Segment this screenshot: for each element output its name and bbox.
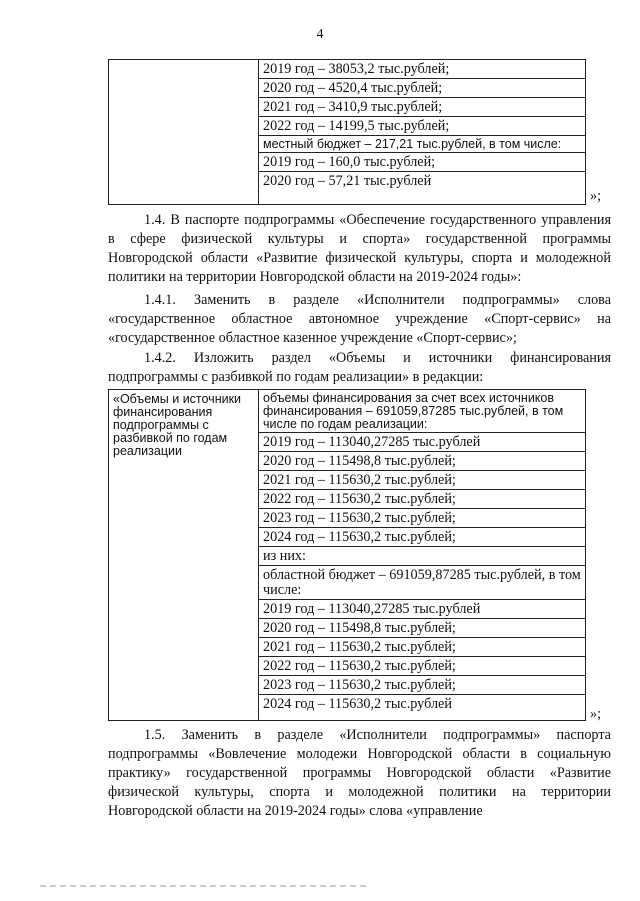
funding-table <box>108 389 586 721</box>
table-row: 2019 год – 160,0 тыс.рублей; <box>259 153 585 172</box>
page-number: 4 <box>316 27 324 42</box>
table-row: 2021 год – 3410,9 тыс.рублей; <box>259 98 585 117</box>
paragraph-1-4-1 <box>108 291 611 348</box>
table-row: 2019 год – 38053,2 тыс.рублей; <box>259 60 585 79</box>
table-row: 2021 год – 115630,2 тыс.рублей; <box>259 471 585 490</box>
table-row: 2020 год – 4520,4 тыс.рублей; <box>259 79 585 98</box>
paragraph-1-4 <box>108 211 611 287</box>
table-row: 2024 год – 115630,2 тыс.рублей <box>263 696 452 712</box>
paragraph-1-5 <box>108 726 611 821</box>
funding-table-continuation <box>108 59 586 205</box>
table-row: 2021 год – 115630,2 тыс.рублей; <box>259 638 585 657</box>
table-row: 2024 год – 115630,2 тыс.рублей; <box>259 528 585 547</box>
table-row: 2020 год – 115498,8 тыс.рублей; <box>259 452 585 471</box>
table-label-cell <box>109 60 259 204</box>
table-row: 2020 год – 115498,8 тыс.рублей; <box>259 619 585 638</box>
table-row: местный бюджет – 217,21 тыс.рублей, в том числе: <box>259 136 585 153</box>
table-row: 2022 год – 115630,2 тыс.рублей; <box>259 490 585 509</box>
closing-quote: »; <box>590 706 602 722</box>
paragraph-text: 1.5. Заменить в разделе «Исполнители подпрограммы» паспорта подпрограммы «Вовлечение молодежи Новгородской области в социальную практику» государственной программы Новгородской области «Развитие физической культуры, спорта и молодежной политики на территории Новгородской области на 2019-2024 годы» слова «управление <box>108 727 611 819</box>
paragraph-text: 1.4. В паспорте подпрограммы «Обеспечение государственного управления в сфере физической культуры и спорта» государственной программы Новгородской области «Развитие физической культуры, спорта и молодежной политики на территории Новгородской области на 2019-2024 годы»: <box>108 212 611 285</box>
table-values-cell <box>259 60 585 190</box>
table-row: 2019 год – 113040,27285 тыс.рублей <box>259 600 585 619</box>
table-row: объемы финансирования за счет всех источников финансирования – 691059,87285 тыс.рублей, в том числе по годам реализации: <box>259 390 585 433</box>
table-label-cell: «Объемы и источники финансирования подпрограммы с разбивкой по годам реализации <box>109 390 259 720</box>
table-row: областной бюджет – 691059,87285 тыс.рублей, в том числе: <box>259 566 585 600</box>
table-row: 2022 год – 14199,5 тыс.рублей; <box>259 117 585 136</box>
table-values-cell <box>259 390 585 713</box>
table-row: 2023 год – 115630,2 тыс.рублей; <box>259 676 585 695</box>
closing-quote: »; <box>590 188 602 204</box>
table-row: 2022 год – 115630,2 тыс.рублей; <box>259 657 585 676</box>
table-row: 2023 год – 115630,2 тыс.рублей; <box>259 509 585 528</box>
table-row: 2020 год – 57,21 тыс.рублей <box>263 173 432 189</box>
table-row: 2019 год – 113040,27285 тыс.рублей <box>259 433 585 452</box>
table-row: из них: <box>259 547 585 566</box>
scan-artifact-line <box>40 885 370 887</box>
paragraph-text: 1.4.1. Заменить в разделе «Исполнители подпрограммы» слова «государственное областное автономное учреждение «Спорт-сервис» на «государственное областное казенное учреждение «Спорт-сервис»; <box>108 292 611 346</box>
paragraph-1-4-2 <box>108 349 611 387</box>
paragraph-text: 1.4.2. Изложить раздел «Объемы и источники финансирования подпрограммы с разбивкой по годам реализации» в редакции: <box>108 350 611 385</box>
